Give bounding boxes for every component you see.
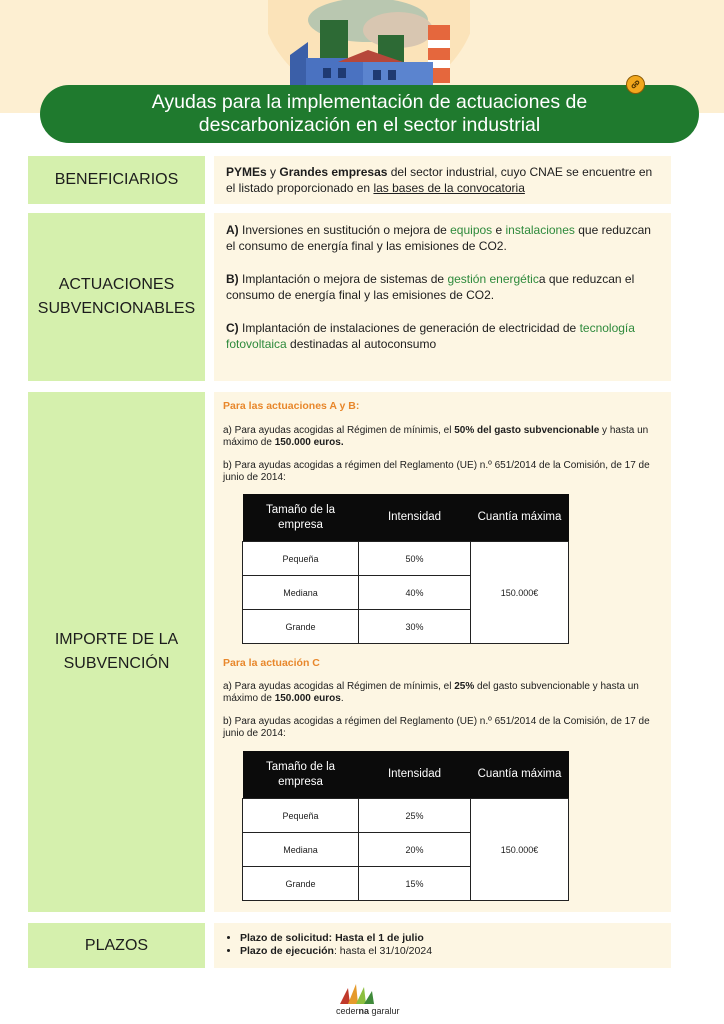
ab-minimis-text: a) Para ayudas acogidas al Régimen de mínimis, el 50% del gasto subvencionable y hasta un máximo de 150.000 euros. [223, 425, 649, 448]
bases-convocatoria-link[interactable]: las bases de la convocatoria [373, 181, 525, 195]
table-cell-size: Grande [243, 867, 359, 901]
c-intensity-table [242, 751, 569, 901]
plazos-box [214, 923, 671, 968]
table-cell-max: 150.000€ [471, 799, 569, 901]
beneficiarios-box [214, 156, 671, 204]
cederna-garalur-logo [336, 982, 400, 1018]
logo-mark-icon [338, 982, 378, 1004]
table-cell-size: Grande [243, 610, 359, 644]
table-cell-intensity: 30% [359, 610, 471, 644]
table-cell-intensity: 50% [359, 542, 471, 576]
factory-illustration [268, 0, 470, 86]
table-cell-size: Mediana [243, 576, 359, 610]
c-reglamento-text: b) Para ayudas acogidas a régimen del Reglamento (UE) n.º 651/2014 de la Comisión, de 17 de junio de 2014: [223, 716, 650, 739]
list-item: • Plazo de solicitud: Hasta el 1 de julio [240, 932, 671, 945]
ab-reglamento-text: b) Para ayudas acogidas a régimen del Reglamento (UE) n.º 651/2014 de la Comisión, de 17 de junio de 2014: [223, 460, 650, 483]
table-cell-size: Pequeña [243, 799, 359, 833]
table-row [243, 799, 569, 833]
plazos-list [214, 932, 671, 958]
table-header-max: Cuantía máxima [471, 751, 569, 799]
actuacion-a: A) Inversiones en sustitución o mejora de equipos e instalaciones que reduzcan el consumo de energía final y las emisiones de CO2. [226, 223, 651, 253]
table-cell-intensity: 25% [359, 799, 471, 833]
list-item: • Plazo de ejecución: hasta el 31/10/2024 [240, 945, 671, 958]
beneficiarios-label: BENEFICIARIOS [28, 156, 205, 204]
table-header-size: Tamaño de la empresa [243, 751, 359, 799]
table-cell-intensity: 20% [359, 833, 471, 867]
table-cell-intensity: 15% [359, 867, 471, 901]
plazos-label: PLAZOS [28, 923, 205, 968]
table-header-intensity: Intensidad [359, 494, 471, 542]
table-row [243, 542, 569, 576]
table-header-intensity: Intensidad [359, 751, 471, 799]
logo-text: cederna garalur [336, 1006, 400, 1016]
ab-intensity-table [242, 494, 569, 644]
table-cell-intensity: 40% [359, 576, 471, 610]
actuaciones-label: ACTUACIONES SUBVENCIONABLES [28, 213, 205, 381]
beneficiarios-text: PYMEs y Grandes empresas del sector industrial, cuyo CNAE se encuentre en el listado proporcionado en las bases de la convocatoria [226, 165, 653, 195]
table-header-max: Cuantía máxima [471, 494, 569, 542]
actuaciones-box [214, 213, 671, 381]
table-header-size: Tamaño de la empresa [243, 494, 359, 542]
importe-label: IMPORTE DE LA SUBVENCIÓN [28, 392, 205, 912]
page-title-bar [40, 85, 699, 143]
table-cell-size: Pequeña [243, 542, 359, 576]
chain-link-icon [630, 79, 641, 90]
table-cell-size: Mediana [243, 833, 359, 867]
link-icon[interactable] [626, 75, 645, 94]
actuacion-b: B) Implantación o mejora de sistemas de gestión energética que reduzcan el consumo de energía final y las emisiones de CO2. [226, 272, 635, 302]
table-cell-max: 150.000€ [471, 542, 569, 644]
ab-heading: Para las actuaciones A y B: [223, 400, 360, 412]
c-heading: Para la actuación C [223, 657, 320, 669]
actuacion-c: C) Implantación de instalaciones de generación de electricidad de tecnología fotovoltaica destinadas al autoconsumo [226, 321, 635, 351]
importe-box [214, 392, 671, 912]
c-minimis-text: a) Para ayudas acogidas al Régimen de mínimis, el 25% del gasto subvencionable y hasta un máximo de 150.000 euros. [223, 681, 639, 704]
page-title: Ayudas para la implementación de actuaciones de descarbonización en el sector industrial [151, 91, 588, 136]
